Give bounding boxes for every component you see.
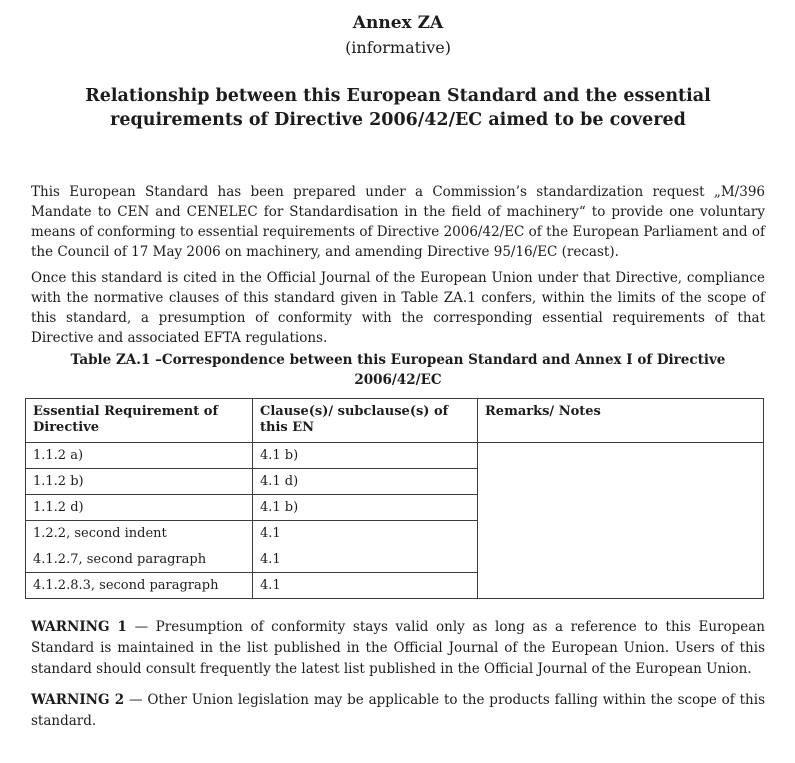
warning-2-text: — Other Union legislation may be applicable to the products falling within the scope of this standard. [31,692,765,729]
cell-requirement: 1.1.2 b) [26,469,253,495]
table-caption: Table ZA.1 –Correspondence between this European Standard and Annex I of Directive 2006/42/EC [70,352,726,388]
cell-clause: 4.1 b) [253,443,478,469]
cell-requirement: 4.1.2.7, second paragraph [26,547,253,573]
cell-clause: 4.1 [253,521,478,547]
annex-subtitle: (informative) [345,38,451,57]
cell-requirement: 1.2.2, second indent [26,521,253,547]
paragraph-standard-prepared: This European Standard has been prepared under a Commission’s standardization request „M/396 Mandate to CEN and CENELEC for Standardisation in the field of machinery“ to provide one voluntary means of conforming to essential requirements of Directive 2006/42/EC of the European Parliament and of the Council of 17 May 2006 on machinery, and amending Directive 95/16/EC (recast). [31,184,765,260]
warning-2 [31,690,765,732]
cell-clause: 4.1 [253,573,478,599]
cell-requirement: 1.1.2 d) [26,495,253,521]
column-header-remarks: Remarks/ Notes [478,399,764,443]
table-row [26,443,764,469]
cell-requirement: 1.1.2 a) [26,443,253,469]
main-title: Relationship between this European Standard and the essential requirements of Directive 2006/42/EC aimed to be covered [85,86,711,130]
cell-clause: 4.1 b) [253,495,478,521]
column-header-clauses: Clause(s)/ subclause(s) of this EN [253,399,478,443]
cell-clause: 4.1 d) [253,469,478,495]
paragraph-citation-conformity: Once this standard is cited in the Official Journal of the European Union under that Directive, compliance with the normative clauses of this standard given in Table ZA.1 confers, within the limits of the scope of this standard, a presumption of conformity with the corresponding essential requirements of that Directive and associated EFTA regulations. [31,270,765,346]
correspondence-table [25,398,764,599]
remarks-merged-cell [478,443,764,599]
cell-clause: 4.1 [253,547,478,573]
column-header-essential-requirement: Essential Requirement of Directive [26,399,253,443]
warning-1-text: — Presumption of conformity stays valid only as long as a reference to this European Standard is maintained in the list published in the Official Journal of the European Union. Users of this standard should consult frequently the latest list published in the Official Journal of the European Union. [31,619,766,677]
warning-2-label: WARNING 2 [31,692,125,708]
annex-title: Annex ZA [352,13,444,33]
cell-requirement: 4.1.2.8.3, second paragraph [26,573,253,599]
warning-1-label: WARNING 1 [31,619,127,635]
warning-1 [31,617,765,680]
table-header-row [26,399,764,443]
